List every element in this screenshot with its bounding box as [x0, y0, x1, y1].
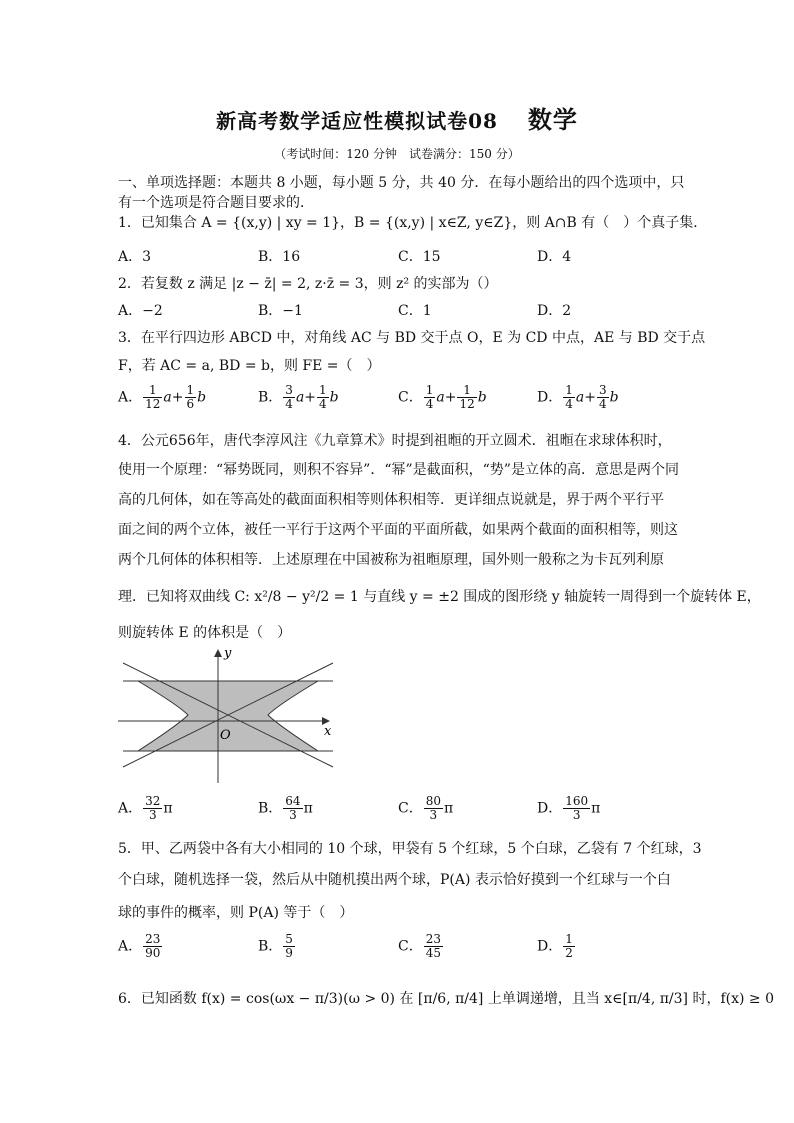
q5-stem-line2: 个白球，随机选择一袋，然后从中随机摸出两个球，P(A) 表示恰好摸到一个红球与一个白 — [118, 872, 671, 888]
q5-option-c — [398, 933, 444, 960]
q4-option-d — [537, 795, 600, 822]
q4-a-n: 32 — [145, 794, 161, 808]
q5-stem-line1: 5．甲、乙两袋中各有大小相同的 10 个球，甲袋有 5 个红球，5 个白球，乙袋有 7 个红球，3 — [118, 841, 702, 857]
q4-option-a — [118, 795, 173, 822]
q4-stem-line4: 面之间的两个立体，被任一平行于这两个平面的平面所截，如果两个截面的面积相等，则这 — [118, 522, 678, 538]
q3-d-an: 1 — [565, 383, 573, 397]
q4-stem-line7: 则旋转体 E 的体积是（ ） — [118, 625, 292, 641]
q3-c-an: 1 — [425, 383, 434, 397]
q4-d-n: 160 — [565, 794, 589, 808]
q2-option-d: D．2 — [537, 303, 572, 319]
q4-stem-line2: 使用一个原理：“幂势既同，则积不容异”．“幂”是截面积，“势”是立体的高．意思是两个同 — [118, 462, 679, 478]
q3-a-bn: 1 — [186, 383, 195, 397]
q3-c-ad: 4 — [425, 397, 434, 412]
q4-option-b — [258, 795, 313, 822]
q3-d-ad: 4 — [565, 397, 573, 412]
q1-option-d: D．4 — [537, 249, 572, 265]
q4-stem-line6: 理．已知将双曲线 C: x²/8 − y²/2 = 1 与直线 y = ±2 围成的图形绕 y 轴旋转一周得到一个旋转体 E， — [118, 589, 761, 605]
q3-a-ad: 12 — [145, 397, 161, 412]
q5-d-n: 1 — [565, 932, 573, 946]
q3-b-label: B． — [258, 389, 283, 406]
q6-stem: 6．已知函数 f(x) = cos(ωx − π/3)(ω > 0) 在 [π/6, π/4] 上单调递增，且当 x∈[π/4, π/3] 时，f(x) ≥ 0 — [118, 991, 775, 1007]
subject-text: 数学 — [527, 105, 578, 134]
q4-c-pi: π — [444, 800, 454, 817]
q5-b-d: 9 — [285, 946, 293, 961]
q1-stem: 1．已知集合 A = {(x,y) | xy = 1}，B = {(x,y) | x∈Z, y∈Z}，则 A∩B 有（ ）个真子集． — [118, 215, 708, 231]
q4-b-label: B． — [258, 800, 283, 817]
q1-option-a: A．3 — [118, 249, 152, 265]
q4-a-d: 3 — [148, 808, 157, 823]
y-axis-arrow — [214, 649, 222, 657]
q5-c-label: C． — [398, 938, 423, 955]
q3-b-bd: 4 — [319, 397, 327, 412]
q4-d-label: D． — [537, 800, 563, 817]
exam-meta: （考试时间：120 分钟 试卷满分：150 分） — [274, 147, 520, 161]
hyperbola-figure — [118, 645, 338, 785]
q1-option-c: C．15 — [398, 249, 441, 265]
q2-option-a: A．−2 — [118, 303, 163, 319]
q4-a-label: A． — [118, 800, 143, 817]
q4-option-c — [398, 795, 453, 822]
section-header-line1: 一、单项选择题：本题共 8 小题，每小题 5 分，共 40 分．在每小题给出的四个选项中，只 — [118, 175, 685, 191]
exam-title — [0, 100, 794, 135]
q3-a-bd: 6 — [186, 397, 195, 412]
q3-b-ad: 4 — [285, 397, 293, 412]
q3-b-an: 3 — [285, 383, 293, 397]
q2-option-c: C．1 — [398, 303, 432, 319]
q3-c-label: C． — [398, 389, 423, 406]
q5-a-label: A． — [118, 938, 143, 955]
q4-d-d: 3 — [572, 808, 581, 823]
q4-b-n: 64 — [285, 794, 301, 808]
title-text: 新高考数学适应性模拟试卷08 — [216, 109, 498, 133]
x-axis-label: x — [324, 724, 332, 739]
q3-c-bn: 1 — [457, 384, 476, 398]
q4-stem-line3: 高的几何体，如在等高处的截面面积相等则体积相等．更详细点说就是，界于两个平行平 — [118, 492, 664, 508]
q4-d-pi: π — [591, 800, 601, 817]
origin-label: O — [220, 728, 231, 743]
q3-d-bd: 4 — [598, 397, 607, 412]
q4-a-pi: π — [163, 800, 173, 817]
q3-stem-line2: F，若 AC = a, BD = b，则 FE =（ ） — [118, 358, 381, 374]
q3-a-label: A． — [118, 389, 143, 406]
q3-option-a: A． $\frac{1}{12}$ a+ $\frac{1}{6}$ b — [118, 383, 207, 412]
q3-a-an: 1 — [143, 384, 162, 398]
q5-option-d — [537, 933, 576, 960]
q3-stem-line1: 3．在平行四边形 ABCD 中，对角线 AC 与 BD 交于点 O，E 为 CD 中点，AE 与 BD 交于点 — [118, 330, 706, 346]
q4-b-d: 3 — [289, 808, 297, 823]
q4-stem-line5: 两个几何体的体积相等．上述原理在中国被称为祖暅原理，国外则一般称之为卡瓦列利原 — [118, 552, 664, 568]
q4-c-d: 3 — [429, 808, 438, 823]
q5-a-d: 90 — [145, 946, 161, 961]
q5-d-d: 2 — [565, 946, 573, 961]
q4-b-pi: π — [303, 800, 313, 817]
q3-c-bd: 12 — [459, 397, 475, 412]
q4-c-label: C． — [398, 800, 423, 817]
q5-option-b — [258, 933, 296, 960]
q3-d-bn: 3 — [598, 383, 607, 397]
y-axis-label: y — [224, 646, 232, 661]
q5-d-label: D． — [537, 938, 563, 955]
q5-a-n: 23 — [145, 932, 161, 946]
q2-stem: 2．若复数 z 满足 |z − z̄| = 2, z·z̄ = 3，则 z² 的实部为（） — [118, 276, 498, 292]
q3-option-d: D． $\frac{1}{4}$ a+ $\frac{3}{4}$ b — [537, 383, 619, 412]
q4-c-n: 80 — [425, 794, 441, 808]
section-header-line2: 有一个选项是符合题目要求的． — [118, 195, 314, 211]
q3-option-b: B． $\frac{3}{4}$ a+ $\frac{1}{4}$ b — [258, 383, 339, 412]
q3-d-label: D． — [537, 389, 563, 406]
q2-option-b: B．−1 — [258, 303, 303, 319]
q5-b-n: 5 — [285, 932, 293, 946]
q5-c-n: 23 — [425, 932, 441, 946]
q3-b-bn: 1 — [319, 383, 327, 397]
q4-stem-line1: 4．公元656年，唐代李淳风注《九章算术》时提到祖暅的开立圆术．祖暅在求球体积时， — [118, 433, 672, 449]
q1-option-b: B．16 — [258, 249, 301, 265]
q5-stem-line3: 球的事件的概率，则 P(A) 等于（ ） — [118, 905, 354, 921]
q5-c-d: 45 — [425, 946, 441, 961]
q5-option-a — [118, 933, 163, 960]
q3-option-c: C． $\frac{1}{4}$ a+ $\frac{1}{12}$ b — [398, 383, 487, 412]
q5-b-label: B． — [258, 938, 283, 955]
